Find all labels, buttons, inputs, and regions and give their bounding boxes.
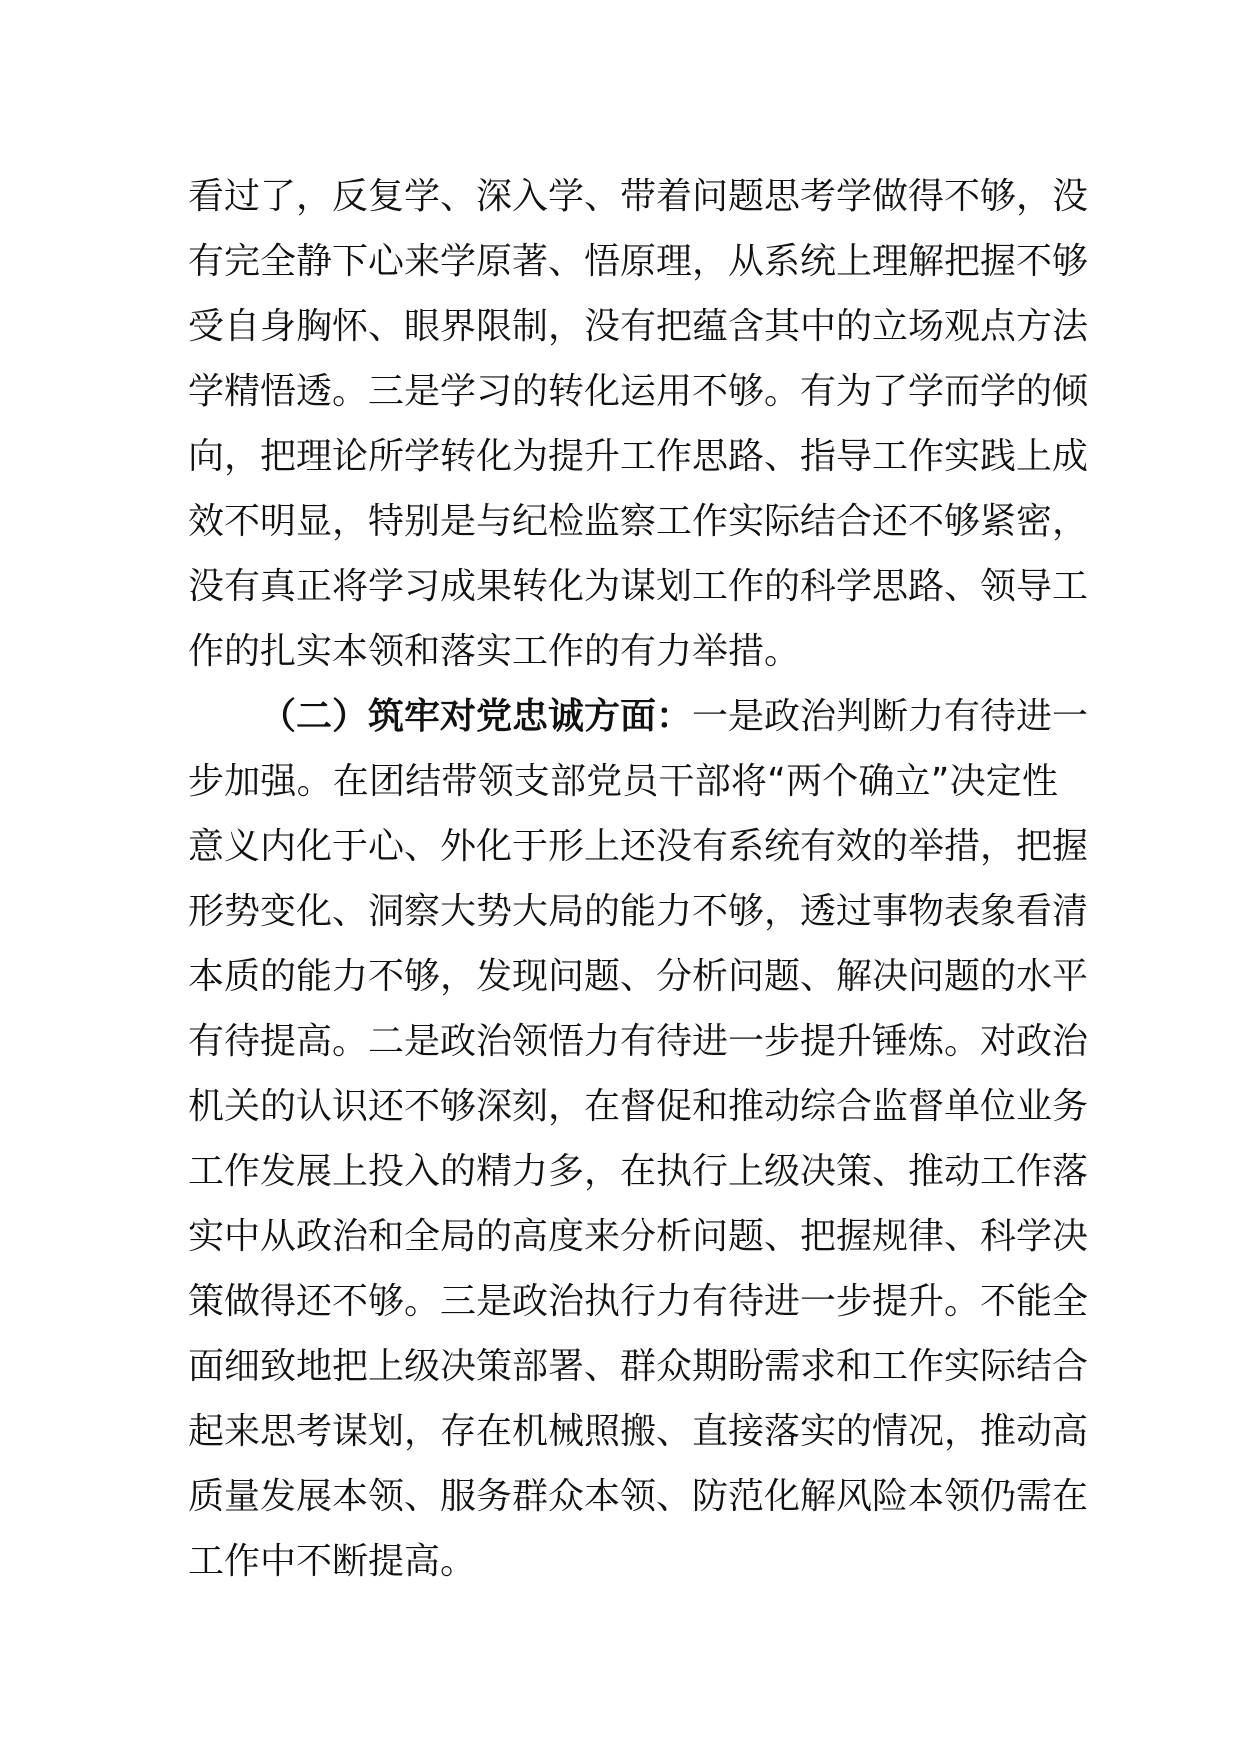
text-line: 机关的认识还不够深刻，在督促和推动综合监督单位业务	[188, 1086, 1089, 1127]
text-line: 工作中不断提高。	[188, 1541, 477, 1582]
text-line: 学精悟透。三是学习的转化运用不够。有为了学而学的倾	[188, 371, 1089, 412]
document-body	[188, 164, 1089, 1594]
text-line: 实中从政治和全局的高度来分析问题、把握规律、科学决	[188, 1216, 1089, 1257]
paragraph-loyalty	[188, 684, 1089, 1594]
text-line: 有完全静下心来学原著、悟原理，从系统上理解把握不够	[188, 241, 1089, 282]
text-line: 有待提高。二是政治领悟力有待进一步提升锤炼。对政治	[188, 1021, 1089, 1062]
text-line: 效不明显，特别是与纪检监察工作实际结合还不够紧密，	[188, 501, 1089, 542]
text-line: 没有真正将学习成果转化为谋划工作的科学思路、领导工	[188, 566, 1089, 607]
text-line: 步加强。在团结带领支部党员干部将“两个确立”决定性	[188, 761, 1058, 802]
text-line: 作的扎实本领和落实工作的有力举措。	[188, 631, 801, 672]
text-fragment: 一是政治判断力有待进一	[692, 696, 1089, 737]
text-line: 受自身胸怀、眼界限制，没有把蕴含其中的立场观点方法	[188, 306, 1089, 347]
text-line-first	[188, 684, 1089, 749]
text-line: 质量发展本领、服务群众本领、防范化解风险本领仍需在	[188, 1476, 1089, 1517]
text-line: 起来思考谋划，存在机械照搬、直接落实的情况，推动高	[188, 1411, 1089, 1452]
text-line: 形势变化、洞察大势大局的能力不够，透过事物表象看清	[188, 891, 1089, 932]
section-heading: （二）筑牢对党忠诚方面：	[260, 696, 693, 737]
text-line: 向，把理论所学转化为提升工作思路、指导工作实践上成	[188, 436, 1089, 477]
text-line: 工作发展上投入的精力多，在执行上级决策、推动工作落	[188, 1151, 1089, 1192]
text-line: 面细致地把上级决策部署、群众期盼需求和工作实际结合	[188, 1346, 1089, 1387]
text-line: 策做得还不够。三是政治执行力有待进一步提升。不能全	[188, 1281, 1089, 1322]
text-line: 意义内化于心、外化于形上还没有系统有效的举措，把握	[188, 826, 1089, 867]
paragraph-continued	[188, 164, 1089, 684]
text-line: 看过了，反复学、深入学、带着问题思考学做得不够，没	[188, 176, 1089, 217]
text-line: 本质的能力不够，发现问题、分析问题、解决问题的水平	[188, 956, 1089, 997]
